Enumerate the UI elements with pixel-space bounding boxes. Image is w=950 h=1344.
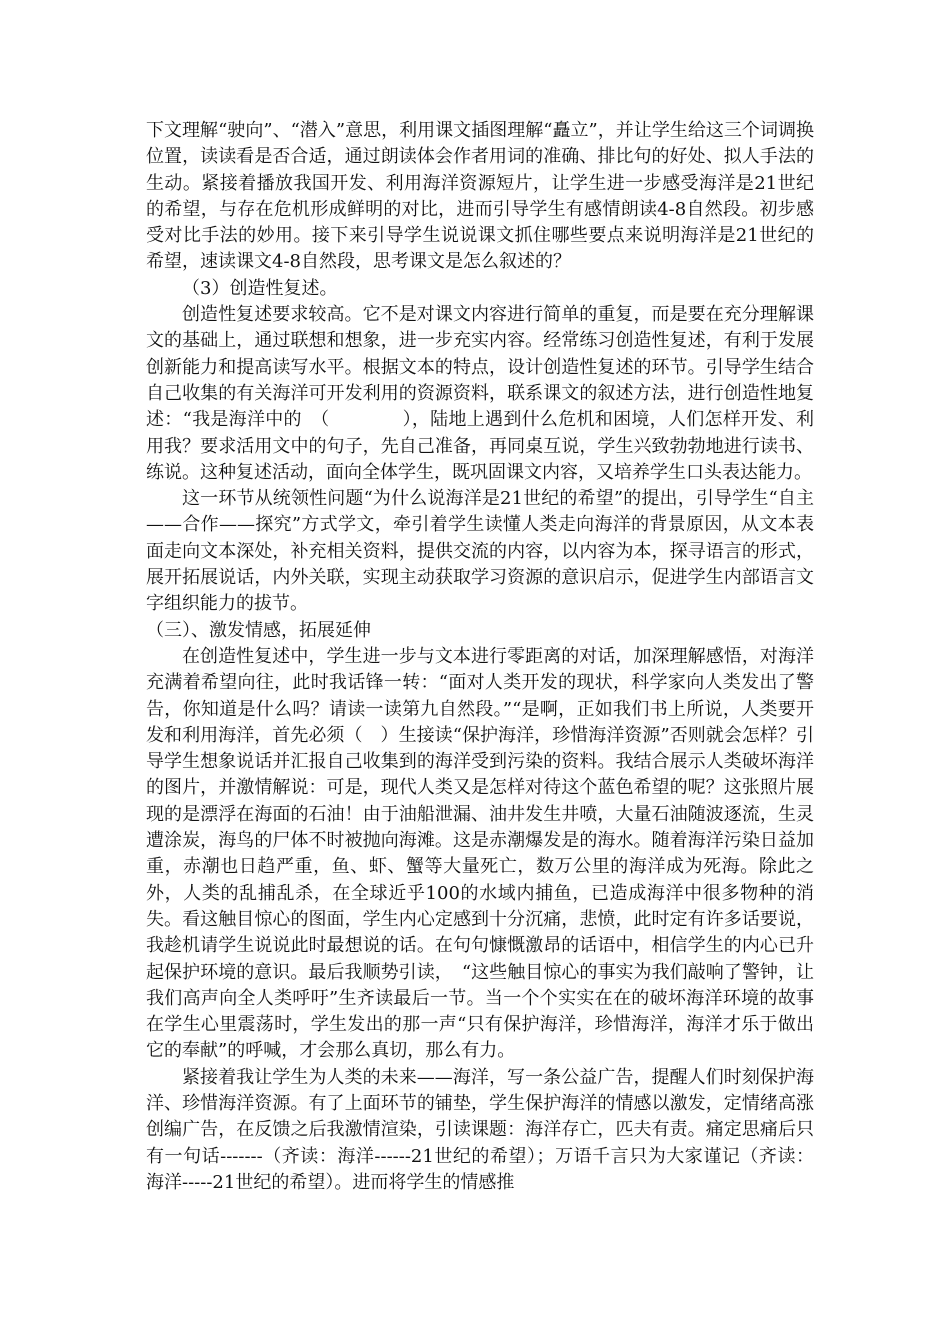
paragraph-emotion: 在创造性复述中，学生进一步与文本进行零距离的对话，加深理解感悟，对海洋充满着希望向往，此时我话锋一转：“面对人类开发的现状，科学家向人类发出了警告，你知道是什么吗？请读一读第九自然段。”“是啊，正如我们书上所说，人类要开发和利用海洋，首先必须（ ）生接读“保护海洋，珍惜海洋资源”否则就会怎样？引导学生想象说话并汇报自己收集到的海洋受到污染的资料。我结合展示人类破坏海洋的图片，并激情解说：可是，现代人类又是怎样对待这个蓝色希望的呢？这张照片展现的是漂浮在海面的石油！由于油船泄漏、油井发生井喷，大量石油随波逐流，生灵遭涂炭，海鸟的尸体不时被抛向海滩。这是赤潮爆发是的海水。随着海洋污染日益加重，赤潮也日趋严重，鱼、虾、蟹等大量死亡，数万公里的海洋成为死海。除此之外，人类的乱捕乱杀，在全球近乎100的水域内捕鱼，已造成海洋中很多物种的消失。看这触目惊心的图面，学生内心定感到十分沉痛，悲愤，此时定有许多话要说，我趁机请学生说说此时最想说的话。在句句慷慨激昂的话语中，相信学生的内心已升起保护环境的意识。最后我顺势引读， “这些触目惊心的事实为我们敲响了警钟，让我们高声向全人类呼吁”生齐读最后一节。当一个个实实在在的破坏海洋环境的故事在学生心里震荡时，学生发出的那一声“只有保护海洋，珍惜海洋，海洋才乐于做出它的奉献”的呼喊，才会那么真切，那么有力。 (146, 645, 814, 1062)
paragraph-creative-retelling: 创造性复述要求较高。它不是对课文内容进行简单的重复，而是要在充分理解课文的基础上，通过联想和想象，进一步充实内容。经常练习创造性复述，有利于发展创新能力和提高读写水平。根据文本的特点，设计创造性复述的环节。引导学生结合自己收集的有关海洋可开发利用的资源资料，联系课文的叙述方法，进行创造性地复述：“我是海洋中的 （ ），陆地上遇到什么危机和困境，人们怎样开发、利用我？要求活用文中的句子，先自己准备，再同桌互说，学生兴致勃勃地进行读书、练说。这种复述活动，面向全体学生，既巩固课文内容，又培养学生口头表达能力。 (146, 304, 814, 483)
paragraph-summary: 这一环节从统领性问题“为什么说海洋是21世纪的希望”的提出，引导学生“自主——合作——探究”方式学文，牵引着学生读懂人类走向海洋的背景原因，从文本表面走向文本深处，补充相关资料，提供交流的内容，以内容为本，探寻语言的形式，展开拓展说话，内外关联，实现主动获取学习资源的意识启示，促进学生内部语言文字组织能力的拔节。 (146, 488, 814, 615)
paragraph-continuation: 下文理解“驶向”、“潜入”意思，利用课文插图理解“矗立”，并让学生给这三个词调换位置，读读看是否合适，通过朗读体会作者用词的准确、排比句的好处、拟人手法的生动。紧接着播放我国开发、利用海洋资源短片，让学生进一步感受海洋是21世纪的希望，与存在危机形成鲜明的对比，进而引导学生有感情朗读4-8自然段。初步感受对比手法的妙用。接下来引导学生说说课文抓住哪些要点来说明海洋是21世纪的希望，速读课文4-8自然段，思考课文是怎么叙述的？ (146, 120, 814, 273)
subsection-heading-creative-retelling: （3）创造性复述。 (182, 277, 338, 299)
document-page (146, 118, 814, 1196)
section-heading-emotion: （三）、激发情感，拓展延伸 (146, 619, 371, 641)
paragraph-public-ad: 紧接着我让学生为人类的未来——海洋，写一条公益广告，提醒人们时刻保护海洋、珍惜海洋资源。有了上面环节的铺垫，学生保护海洋的情感以激发，定情绪高涨创编广告，在反馈之后我激情渲染，引读课题：海洋存亡，匹夫有责。痛定思痛后只有一句话-------（齐读：海洋------21世纪的希望）；万语千言只为大家谨记（齐读：海洋-----21世纪的希望）。进而将学生的情感推 (146, 1066, 814, 1193)
